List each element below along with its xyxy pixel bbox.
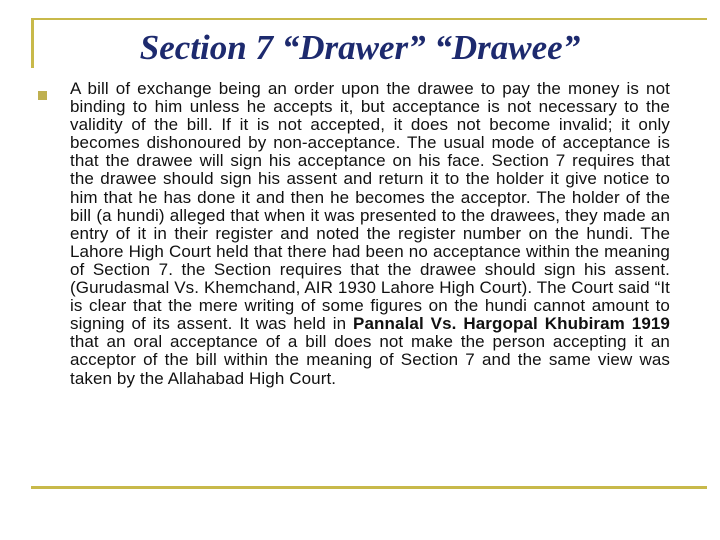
frame-bottom-line — [31, 486, 707, 489]
paragraph-text-part2: that an oral acceptance of a bill does not make the person accepting it an acceptor of the bill within the meaning of Section 7 and the same view was taken by the Allahabad High Court. — [70, 332, 670, 388]
square-bullet-icon — [38, 91, 47, 100]
body-paragraph — [70, 80, 670, 388]
case-citation-bold: Pannalal Vs. Hargopal Khubiram 1919 — [353, 314, 670, 334]
frame-top-line — [31, 18, 707, 20]
paragraph-text-part1: A bill of exchange being an order upon the drawee to pay the money is not binding to him unless he accepts it, but acceptance is not necessary to the validity of the bill. If it is not accepted, it does not become invalid; it only becomes dishonoured by non-acceptance. The usual mode of acceptance is that the drawee will sign his acceptance on his face. Section 7 requires that the drawee should sign his assent and return it to the holder it give notice to him that he has done it and then he becomes the acceptor. The holder of the bill (a hundi) alleged that when it was presented to the drawees, they made an entry of it in their register and noted the register number on the hundi. The Lahore High Court held that there had been no acceptance within the meaning of Section 7. the Section requires that the drawee should sign his assent.(Gurudasmal Vs. Khemchand, AIR 1930 Lahore High Court). The Court said “It is clear that the mere writing of some figures on the hundi cannot amount to signing of its assent. It was held in — [70, 79, 670, 334]
slide-title: Section 7 “Drawer” “Drawee” — [139, 28, 581, 67]
